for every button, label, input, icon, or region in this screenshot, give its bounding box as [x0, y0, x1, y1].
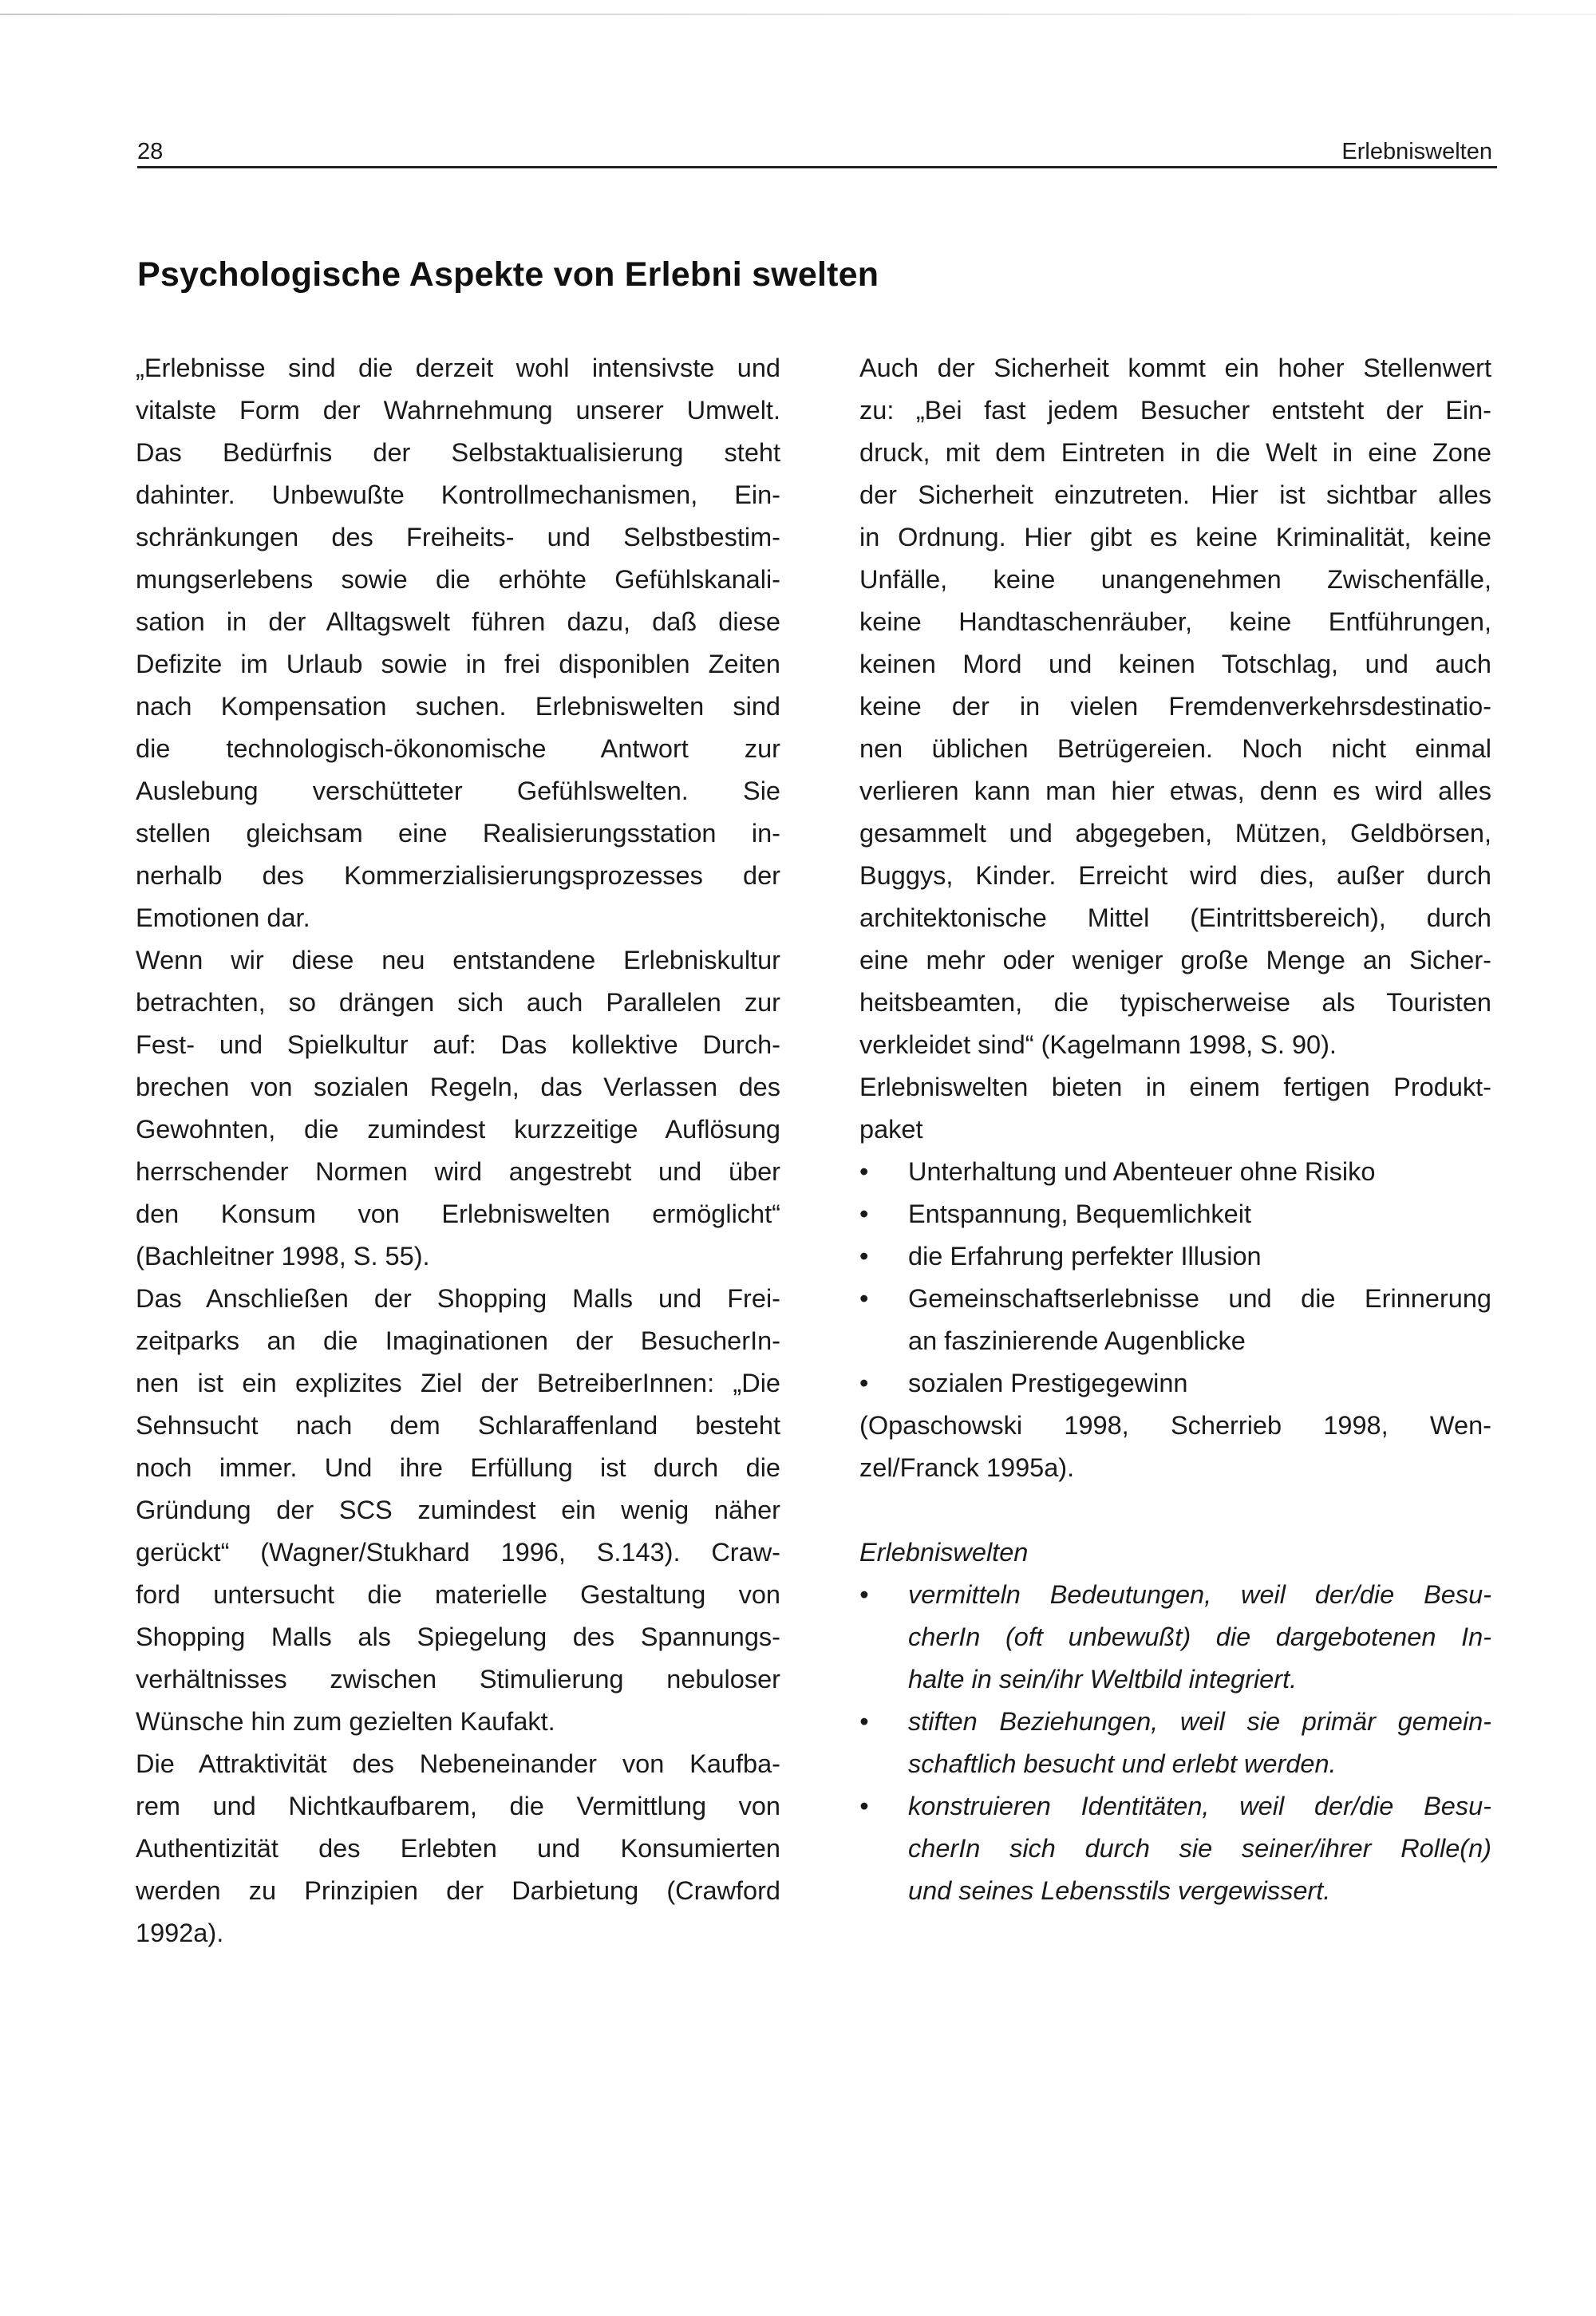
list-item: [859, 1235, 1491, 1278]
section-title: Psychologische Aspekte von Erlebni swelten: [137, 255, 879, 294]
body-text-line: „Erlebnisse sind die derzeit wohl intensivste und: [136, 354, 780, 382]
bullet-icon: •: [859, 1707, 869, 1736]
list-item-text: cherIn sich durch sie seiner/ihrer Rolle(n): [908, 1834, 1491, 1863]
body-text-line: keine der in vielen Fremdenverkehrsdestinatio-: [859, 692, 1491, 721]
list-item-text: Entspannung, Bequemlichkeit: [908, 1199, 1252, 1228]
body-text-line: Erlebniswelten bieten in einem fertigen Produkt-: [859, 1073, 1491, 1101]
body-text-line: Unfälle, keine unangenehmen Zwischenfälle,: [859, 565, 1491, 594]
bullet-icon: •: [859, 1157, 869, 1186]
running-head: Erlebniswelten: [1341, 139, 1492, 164]
body-text-line: nerhalb des Kommerzialisierungsprozesses der: [136, 861, 780, 890]
list-item: [859, 1193, 1491, 1235]
body-text-line: druck, mit dem Eintreten in die Welt in eine Zone: [859, 438, 1491, 467]
body-text-line: keine Handtaschenräuber, keine Entführungen,: [859, 607, 1491, 636]
page-number: 28: [137, 139, 164, 164]
body-text-line: Wenn wir diese neu entstandene Erlebniskultur: [136, 946, 780, 974]
body-text-line: Gründung der SCS zumindest ein wenig näher: [136, 1496, 780, 1524]
list-item: [859, 1870, 1491, 1912]
citation-line: zel/Franck 1995a).: [859, 1453, 1075, 1482]
scan-artifact-line: [0, 14, 1596, 15]
body-text-line: ford untersucht die materielle Gestaltung von: [136, 1580, 780, 1609]
body-text-line: Buggys, Kinder. Erreicht wird dies, außer durch: [859, 861, 1491, 890]
body-text-line: Die Attraktivität des Nebeneinander von Kaufba-: [136, 1749, 780, 1778]
body-text-line: verhältnisses zwischen Stimulierung nebuloser: [136, 1665, 780, 1694]
bullet-icon: •: [859, 1242, 869, 1271]
body-text-line: den Konsum von Erlebniswelten ermöglicht“: [136, 1199, 780, 1228]
body-text-line: zu: „Bei fast jedem Besucher entsteht der Ein-: [859, 396, 1491, 425]
body-text-line: heitsbeamten, die typischerweise als Touristen: [859, 988, 1491, 1017]
list-item: [859, 1828, 1491, 1870]
bullet-icon: •: [859, 1792, 869, 1820]
body-text-line: noch immer. Und ihre Erfüllung ist durch die: [136, 1453, 780, 1482]
list-item-text: vermitteln Bedeutungen, weil der/die Besu-: [908, 1580, 1491, 1609]
body-text-line: schränkungen des Freiheits- und Selbstbestim-: [136, 523, 780, 551]
header-rule: [137, 166, 1497, 168]
body-text-line: vitalste Form der Wahrnehmung unserer Umwelt.: [136, 396, 780, 425]
body-text-line: Auch der Sicherheit kommt ein hoher Stellenwert: [859, 354, 1491, 382]
bullet-icon: •: [859, 1369, 869, 1397]
body-text-line: sation in der Alltagswelt führen dazu, daß diese: [136, 607, 780, 636]
list-item-text: Unterhaltung und Abenteuer ohne Risiko: [908, 1157, 1376, 1186]
italic-bullet-list: [859, 1574, 1491, 1912]
body-text-line: der Sicherheit einzutreten. Hier ist sichtbar alles: [859, 480, 1491, 509]
body-text-line: herrschender Normen wird angestrebt und über: [136, 1157, 780, 1186]
bullet-icon: •: [859, 1199, 869, 1228]
list-item: [859, 1320, 1491, 1362]
body-text-line: (Bachleitner 1998, S. 55).: [136, 1242, 430, 1271]
body-text-line: stellen gleichsam eine Realisierungsstation in-: [136, 819, 780, 848]
body-text-line: Shopping Malls als Spiegelung des Spannungs-: [136, 1622, 780, 1651]
body-text-line: Authentizität des Erlebten und Konsumierten: [136, 1834, 780, 1863]
list-item: [859, 1616, 1491, 1658]
citation-line: (Opaschowski 1998, Scherrieb 1998, Wen-: [859, 1411, 1491, 1440]
bullet-icon: •: [859, 1580, 869, 1609]
body-text-line: gerückt“ (Wagner/Stukhard 1996, S.143). Craw-: [136, 1538, 780, 1567]
body-text-line: brechen von sozialen Regeln, das Verlassen des: [136, 1073, 780, 1101]
body-text-line: Emotionen dar.: [136, 903, 310, 932]
list-item-text: halte in sein/ihr Weltbild integriert.: [908, 1665, 1298, 1694]
list-item-text: die Erfahrung perfekter Illusion: [908, 1242, 1262, 1271]
list-item-text: konstruieren Identitäten, weil der/die Besu-: [908, 1792, 1491, 1820]
list-item: [859, 1701, 1491, 1743]
body-text-line: verkleidet sind“ (Kagelmann 1998, S. 90).: [859, 1030, 1337, 1059]
body-text-line: eine mehr oder weniger große Menge an Sicher-: [859, 946, 1491, 974]
list-item-text: schaftlich besucht und erlebt werden.: [908, 1749, 1337, 1778]
body-text-line: nen üblichen Betrügereien. Noch nicht einmal: [859, 734, 1491, 763]
italic-subheading: Erlebniswelten: [859, 1538, 1029, 1567]
body-text-line: rem und Nichtkaufbarem, die Vermittlung von: [136, 1792, 780, 1820]
body-text-line: Fest- und Spielkultur auf: Das kollektive Durch-: [136, 1030, 780, 1059]
body-text-line: zeitparks an die Imaginationen der BesucherIn-: [136, 1326, 780, 1355]
body-text-line: dahinter. Unbewußte Kontrollmechanismen, Ein-: [136, 480, 780, 509]
list-item: [859, 1743, 1491, 1785]
left-column: [136, 347, 780, 1954]
list-item-text: stiften Beziehungen, weil sie primär gemein-: [908, 1707, 1491, 1736]
body-text-line: Wünsche hin zum gezielten Kaufakt.: [136, 1707, 555, 1736]
body-text-line: betrachten, so drängen sich auch Parallelen zur: [136, 988, 780, 1017]
citation-paragraph: [859, 1405, 1491, 1489]
right-column: [859, 347, 1491, 1912]
list-item-text: sozialen Prestigegewinn: [908, 1369, 1188, 1397]
body-text-line: Sehnsucht nach dem Schlaraffenland besteht: [136, 1411, 780, 1440]
body-text-line: 1992a).: [136, 1919, 224, 1947]
body-text-line: architektonische Mittel (Eintrittsbereich), durch: [859, 903, 1491, 932]
list-item-text: cherIn (oft unbewußt) die dargebotenen In-: [908, 1622, 1491, 1651]
body-text-line: paket: [859, 1115, 923, 1144]
security-paragraph: [859, 347, 1491, 1151]
body-text-line: mungserlebens sowie die erhöhte Gefühlskanali-: [136, 565, 780, 594]
list-item: [859, 1574, 1491, 1616]
body-text-line: werden zu Prinzipien der Darbietung (Crawford: [136, 1876, 780, 1905]
list-item: [859, 1151, 1491, 1193]
offer-bullet-list: [859, 1151, 1491, 1405]
body-text-line: Das Bedürfnis der Selbstaktualisierung steht: [136, 438, 780, 467]
body-text-line: keinen Mord und keinen Totschlag, und auch: [859, 650, 1491, 678]
list-item-text: Gemeinschaftserlebnisse und die Erinnerung: [908, 1284, 1491, 1313]
list-item: [859, 1658, 1491, 1701]
list-item: [859, 1278, 1491, 1320]
body-text-line: nen ist ein explizites Ziel der BetreiberInnen: „Die: [136, 1369, 780, 1397]
body-text-line: Defizite im Urlaub sowie in frei disponiblen Zeiten: [136, 650, 780, 678]
body-text-line: die technologisch-ökonomische Antwort zur: [136, 734, 780, 763]
list-item-text: und seines Lebensstils vergewissert.: [908, 1876, 1331, 1905]
body-text-line: Das Anschließen der Shopping Malls und Frei-: [136, 1284, 780, 1313]
blank-line: [859, 1489, 1491, 1531]
body-text-line: nach Kompensation suchen. Erlebniswelten sind: [136, 692, 780, 721]
list-item: [859, 1362, 1491, 1405]
body-text-line: Gewohnten, die zumindest kurzzeitige Auflösung: [136, 1115, 780, 1144]
body-text-line: in Ordnung. Hier gibt es keine Kriminalität, keine: [859, 523, 1491, 551]
body-text-line: Auslebung verschütteter Gefühlswelten. Sie: [136, 777, 780, 805]
body-text-line: verlieren kann man hier etwas, denn es wird alles: [859, 777, 1491, 805]
body-text-line: gesammelt und abgegeben, Mützen, Geldbörsen,: [859, 819, 1491, 848]
list-item: [859, 1785, 1491, 1828]
list-item-text: an faszinierende Augenblicke: [908, 1326, 1246, 1355]
bullet-icon: •: [859, 1284, 869, 1313]
